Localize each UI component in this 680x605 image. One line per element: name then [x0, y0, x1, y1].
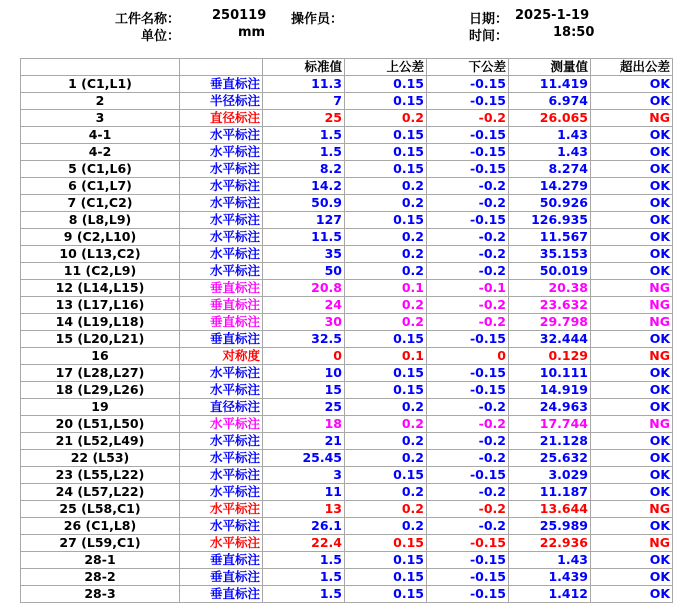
table-header-row: [21, 59, 673, 76]
row-result-cell: OK: [591, 161, 673, 178]
table-row: [21, 144, 673, 161]
row-upper-tol-cell: 0.2: [345, 263, 427, 280]
row-nominal-cell: 26.1: [263, 518, 345, 535]
row-measured-cell: 8.274: [509, 161, 591, 178]
row-id-cell: 4-2: [21, 144, 180, 161]
row-nominal-cell: 25: [263, 399, 345, 416]
row-measured-cell: 6.974: [509, 93, 591, 110]
row-id-cell: 13 (L17,L16): [21, 297, 180, 314]
row-result-cell: OK: [591, 484, 673, 501]
row-lower-tol-cell: -0.15: [427, 127, 509, 144]
row-nominal-cell: 0: [263, 348, 345, 365]
table-row: [21, 416, 673, 433]
row-lower-tol-cell: -0.2: [427, 416, 509, 433]
row-lower-tol-cell: -0.2: [427, 501, 509, 518]
table-row: [21, 569, 673, 586]
row-id-cell: 19: [21, 399, 180, 416]
col-header-measured: 测量值: [509, 59, 591, 76]
table-row: [21, 246, 673, 263]
row-nominal-cell: 1.5: [263, 586, 345, 603]
row-lower-tol-cell: -0.2: [427, 297, 509, 314]
row-lower-tol-cell: -0.2: [427, 246, 509, 263]
row-result-cell: OK: [591, 246, 673, 263]
row-type-cell: 水平标注: [180, 229, 263, 246]
row-upper-tol-cell: 0.15: [345, 161, 427, 178]
row-nominal-cell: 22.4: [263, 535, 345, 552]
row-measured-cell: 25.989: [509, 518, 591, 535]
table-row: [21, 161, 673, 178]
date-value: 2025-1-19: [515, 8, 590, 23]
row-lower-tol-cell: -0.15: [427, 552, 509, 569]
row-result-cell: NG: [591, 416, 673, 433]
table-row: [21, 518, 673, 535]
row-result-cell: OK: [591, 263, 673, 280]
col-header-lower-tol: 下公差: [427, 59, 509, 76]
row-measured-cell: 24.963: [509, 399, 591, 416]
row-type-cell: 垂直标注: [180, 331, 263, 348]
row-result-cell: NG: [591, 280, 673, 297]
date-label: 日期：: [469, 12, 509, 27]
row-measured-cell: 50.926: [509, 195, 591, 212]
row-type-cell: 水平标注: [180, 246, 263, 263]
row-measured-cell: 0.129: [509, 348, 591, 365]
row-nominal-cell: 35: [263, 246, 345, 263]
table-row: [21, 229, 673, 246]
table-row: [21, 433, 673, 450]
row-type-cell: 水平标注: [180, 535, 263, 552]
table-row: [21, 586, 673, 603]
row-lower-tol-cell: -0.15: [427, 76, 509, 93]
measurement-table: [20, 58, 673, 603]
table-row: [21, 314, 673, 331]
row-measured-cell: 14.919: [509, 382, 591, 399]
row-id-cell: 28-1: [21, 552, 180, 569]
table-row: [21, 467, 673, 484]
row-measured-cell: 1.43: [509, 552, 591, 569]
row-type-cell: 水平标注: [180, 178, 263, 195]
row-id-cell: 27 (L59,C1): [21, 535, 180, 552]
row-id-cell: 16: [21, 348, 180, 365]
row-type-cell: 水平标注: [180, 416, 263, 433]
table-row: [21, 552, 673, 569]
row-nominal-cell: 11.3: [263, 76, 345, 93]
row-type-cell: 垂直标注: [180, 586, 263, 603]
row-measured-cell: 21.128: [509, 433, 591, 450]
row-type-cell: 直径标注: [180, 399, 263, 416]
row-id-cell: 28-3: [21, 586, 180, 603]
row-result-cell: OK: [591, 127, 673, 144]
row-result-cell: OK: [591, 76, 673, 93]
row-nominal-cell: 20.8: [263, 280, 345, 297]
row-id-cell: 17 (L28,L27): [21, 365, 180, 382]
row-upper-tol-cell: 0.2: [345, 433, 427, 450]
row-type-cell: 水平标注: [180, 195, 263, 212]
row-result-cell: OK: [591, 144, 673, 161]
row-upper-tol-cell: 0.2: [345, 399, 427, 416]
row-result-cell: NG: [591, 110, 673, 127]
row-type-cell: 水平标注: [180, 484, 263, 501]
row-nominal-cell: 24: [263, 297, 345, 314]
row-type-cell: 水平标注: [180, 212, 263, 229]
col-header-upper-tol: 上公差: [345, 59, 427, 76]
row-type-cell: 半径标注: [180, 93, 263, 110]
row-measured-cell: 22.936: [509, 535, 591, 552]
row-id-cell: 28-2: [21, 569, 180, 586]
row-result-cell: OK: [591, 552, 673, 569]
row-lower-tol-cell: -0.2: [427, 195, 509, 212]
col-header-id: [21, 59, 180, 76]
row-upper-tol-cell: 0.2: [345, 229, 427, 246]
row-result-cell: OK: [591, 178, 673, 195]
row-lower-tol-cell: -0.15: [427, 535, 509, 552]
row-nominal-cell: 32.5: [263, 331, 345, 348]
row-upper-tol-cell: 0.15: [345, 382, 427, 399]
row-id-cell: 24 (L57,L22): [21, 484, 180, 501]
row-upper-tol-cell: 0.15: [345, 535, 427, 552]
row-measured-cell: 11.419: [509, 76, 591, 93]
row-lower-tol-cell: -0.15: [427, 161, 509, 178]
row-upper-tol-cell: 0.2: [345, 501, 427, 518]
row-id-cell: 11 (C2,L9): [21, 263, 180, 280]
row-type-cell: 对称度: [180, 348, 263, 365]
row-type-cell: 水平标注: [180, 501, 263, 518]
row-upper-tol-cell: 0.2: [345, 518, 427, 535]
time-value: 18:50: [553, 25, 595, 40]
row-id-cell: 21 (L52,L49): [21, 433, 180, 450]
row-nominal-cell: 1.5: [263, 552, 345, 569]
row-measured-cell: 32.444: [509, 331, 591, 348]
row-lower-tol-cell: -0.2: [427, 450, 509, 467]
row-measured-cell: 11.567: [509, 229, 591, 246]
row-result-cell: OK: [591, 399, 673, 416]
row-nominal-cell: 11.5: [263, 229, 345, 246]
row-lower-tol-cell: -0.15: [427, 569, 509, 586]
table-row: [21, 195, 673, 212]
row-upper-tol-cell: 0.2: [345, 484, 427, 501]
row-measured-cell: 23.632: [509, 297, 591, 314]
row-nominal-cell: 10: [263, 365, 345, 382]
row-measured-cell: 25.632: [509, 450, 591, 467]
table-row: [21, 76, 673, 93]
row-id-cell: 12 (L14,L15): [21, 280, 180, 297]
table-row: [21, 450, 673, 467]
row-result-cell: OK: [591, 195, 673, 212]
row-result-cell: NG: [591, 348, 673, 365]
row-nominal-cell: 14.2: [263, 178, 345, 195]
table-row: [21, 535, 673, 552]
row-result-cell: NG: [591, 297, 673, 314]
row-type-cell: 水平标注: [180, 144, 263, 161]
table-row: [21, 110, 673, 127]
row-id-cell: 9 (C2,L10): [21, 229, 180, 246]
row-upper-tol-cell: 0.15: [345, 569, 427, 586]
row-type-cell: 水平标注: [180, 365, 263, 382]
row-measured-cell: 1.412: [509, 586, 591, 603]
row-type-cell: 垂直标注: [180, 552, 263, 569]
time-label: 时间：: [469, 29, 509, 44]
row-nominal-cell: 7: [263, 93, 345, 110]
row-nominal-cell: 18: [263, 416, 345, 433]
row-upper-tol-cell: 0.2: [345, 416, 427, 433]
row-result-cell: OK: [591, 569, 673, 586]
row-upper-tol-cell: 0.15: [345, 144, 427, 161]
table-row: [21, 399, 673, 416]
row-lower-tol-cell: -0.2: [427, 314, 509, 331]
row-nominal-cell: 50.9: [263, 195, 345, 212]
row-nominal-cell: 1.5: [263, 569, 345, 586]
row-lower-tol-cell: -0.2: [427, 178, 509, 195]
row-upper-tol-cell: 0.15: [345, 212, 427, 229]
row-nominal-cell: 15: [263, 382, 345, 399]
table-row: [21, 212, 673, 229]
row-measured-cell: 20.38: [509, 280, 591, 297]
row-lower-tol-cell: -0.2: [427, 518, 509, 535]
table-row: [21, 127, 673, 144]
table-row: [21, 331, 673, 348]
row-upper-tol-cell: 0.15: [345, 467, 427, 484]
row-id-cell: 23 (L55,L22): [21, 467, 180, 484]
row-measured-cell: 11.187: [509, 484, 591, 501]
row-nominal-cell: 30: [263, 314, 345, 331]
row-nominal-cell: 50: [263, 263, 345, 280]
row-id-cell: 4-1: [21, 127, 180, 144]
row-measured-cell: 126.935: [509, 212, 591, 229]
row-result-cell: NG: [591, 535, 673, 552]
row-result-cell: OK: [591, 433, 673, 450]
row-type-cell: 水平标注: [180, 161, 263, 178]
row-type-cell: 水平标注: [180, 467, 263, 484]
row-measured-cell: 35.153: [509, 246, 591, 263]
row-measured-cell: 1.43: [509, 127, 591, 144]
row-upper-tol-cell: 0.2: [345, 450, 427, 467]
row-upper-tol-cell: 0.2: [345, 110, 427, 127]
table-row: [21, 178, 673, 195]
row-result-cell: OK: [591, 586, 673, 603]
row-measured-cell: 1.439: [509, 569, 591, 586]
table-row: [21, 365, 673, 382]
row-type-cell: 垂直标注: [180, 569, 263, 586]
col-header-nominal: 标准值: [263, 59, 345, 76]
row-result-cell: NG: [591, 314, 673, 331]
row-upper-tol-cell: 0.15: [345, 76, 427, 93]
row-id-cell: 8 (L8,L9): [21, 212, 180, 229]
row-nominal-cell: 1.5: [263, 127, 345, 144]
row-measured-cell: 1.43: [509, 144, 591, 161]
row-measured-cell: 50.019: [509, 263, 591, 280]
row-lower-tol-cell: -0.15: [427, 331, 509, 348]
row-result-cell: OK: [591, 382, 673, 399]
table-row: [21, 93, 673, 110]
row-type-cell: 水平标注: [180, 263, 263, 280]
row-lower-tol-cell: 0: [427, 348, 509, 365]
row-measured-cell: 29.798: [509, 314, 591, 331]
row-id-cell: 22 (L53): [21, 450, 180, 467]
row-result-cell: OK: [591, 518, 673, 535]
row-type-cell: 直径标注: [180, 110, 263, 127]
row-lower-tol-cell: -0.2: [427, 399, 509, 416]
row-id-cell: 5 (C1,L6): [21, 161, 180, 178]
row-result-cell: OK: [591, 331, 673, 348]
row-type-cell: 水平标注: [180, 382, 263, 399]
col-header-type: [180, 59, 263, 76]
row-lower-tol-cell: -0.15: [427, 93, 509, 110]
table-row: [21, 297, 673, 314]
row-upper-tol-cell: 0.15: [345, 552, 427, 569]
row-type-cell: 垂直标注: [180, 280, 263, 297]
row-upper-tol-cell: 0.2: [345, 178, 427, 195]
row-id-cell: 6 (C1,L7): [21, 178, 180, 195]
row-id-cell: 7 (C1,C2): [21, 195, 180, 212]
row-type-cell: 水平标注: [180, 127, 263, 144]
row-id-cell: 10 (L13,C2): [21, 246, 180, 263]
row-lower-tol-cell: -0.2: [427, 484, 509, 501]
row-lower-tol-cell: -0.15: [427, 144, 509, 161]
row-nominal-cell: 127: [263, 212, 345, 229]
row-result-cell: OK: [591, 365, 673, 382]
row-type-cell: 垂直标注: [180, 314, 263, 331]
row-result-cell: OK: [591, 212, 673, 229]
row-upper-tol-cell: 0.2: [345, 297, 427, 314]
row-measured-cell: 17.744: [509, 416, 591, 433]
row-measured-cell: 3.029: [509, 467, 591, 484]
table-row: [21, 263, 673, 280]
row-measured-cell: 26.065: [509, 110, 591, 127]
row-nominal-cell: 25.45: [263, 450, 345, 467]
row-lower-tol-cell: -0.15: [427, 212, 509, 229]
row-nominal-cell: 11: [263, 484, 345, 501]
row-measured-cell: 14.279: [509, 178, 591, 195]
row-upper-tol-cell: 0.1: [345, 280, 427, 297]
row-lower-tol-cell: -0.15: [427, 467, 509, 484]
row-lower-tol-cell: -0.15: [427, 586, 509, 603]
row-id-cell: 2: [21, 93, 180, 110]
row-id-cell: 3: [21, 110, 180, 127]
row-nominal-cell: 25: [263, 110, 345, 127]
row-upper-tol-cell: 0.2: [345, 314, 427, 331]
part-name-label: 工件名称：: [115, 12, 181, 27]
row-result-cell: NG: [591, 501, 673, 518]
row-result-cell: OK: [591, 450, 673, 467]
row-type-cell: 水平标注: [180, 433, 263, 450]
row-id-cell: 1 (C1,L1): [21, 76, 180, 93]
part-name-value: 250119: [212, 8, 267, 23]
row-id-cell: 20 (L51,L50): [21, 416, 180, 433]
row-upper-tol-cell: 0.15: [345, 365, 427, 382]
row-lower-tol-cell: -0.2: [427, 433, 509, 450]
row-measured-cell: 13.644: [509, 501, 591, 518]
operator-label: 操作员：: [291, 12, 344, 27]
row-type-cell: 水平标注: [180, 518, 263, 535]
col-header-result: 超出公差: [591, 59, 673, 76]
row-id-cell: 26 (C1,L8): [21, 518, 180, 535]
table-row: [21, 280, 673, 297]
row-lower-tol-cell: -0.2: [427, 263, 509, 280]
row-id-cell: 18 (L29,L26): [21, 382, 180, 399]
unit-value: mm: [238, 25, 266, 40]
row-id-cell: 15 (L20,L21): [21, 331, 180, 348]
row-lower-tol-cell: -0.15: [427, 365, 509, 382]
row-id-cell: 25 (L58,C1): [21, 501, 180, 518]
row-upper-tol-cell: 0.15: [345, 331, 427, 348]
row-result-cell: OK: [591, 93, 673, 110]
table-row: [21, 348, 673, 365]
row-upper-tol-cell: 0.15: [345, 586, 427, 603]
row-lower-tol-cell: -0.1: [427, 280, 509, 297]
unit-label: 单位：: [141, 29, 181, 44]
row-nominal-cell: 1.5: [263, 144, 345, 161]
row-upper-tol-cell: 0.2: [345, 195, 427, 212]
row-upper-tol-cell: 0.15: [345, 127, 427, 144]
row-nominal-cell: 3: [263, 467, 345, 484]
row-lower-tol-cell: -0.15: [427, 382, 509, 399]
row-nominal-cell: 8.2: [263, 161, 345, 178]
row-type-cell: 垂直标注: [180, 297, 263, 314]
row-upper-tol-cell: 0.1: [345, 348, 427, 365]
row-nominal-cell: 21: [263, 433, 345, 450]
table-row: [21, 484, 673, 501]
row-upper-tol-cell: 0.15: [345, 93, 427, 110]
row-type-cell: 水平标注: [180, 450, 263, 467]
row-id-cell: 14 (L19,L18): [21, 314, 180, 331]
table-row: [21, 501, 673, 518]
row-result-cell: OK: [591, 229, 673, 246]
row-upper-tol-cell: 0.2: [345, 246, 427, 263]
row-nominal-cell: 13: [263, 501, 345, 518]
row-result-cell: OK: [591, 467, 673, 484]
table-row: [21, 382, 673, 399]
row-type-cell: 垂直标注: [180, 76, 263, 93]
row-lower-tol-cell: -0.2: [427, 229, 509, 246]
row-measured-cell: 10.111: [509, 365, 591, 382]
row-lower-tol-cell: -0.2: [427, 110, 509, 127]
